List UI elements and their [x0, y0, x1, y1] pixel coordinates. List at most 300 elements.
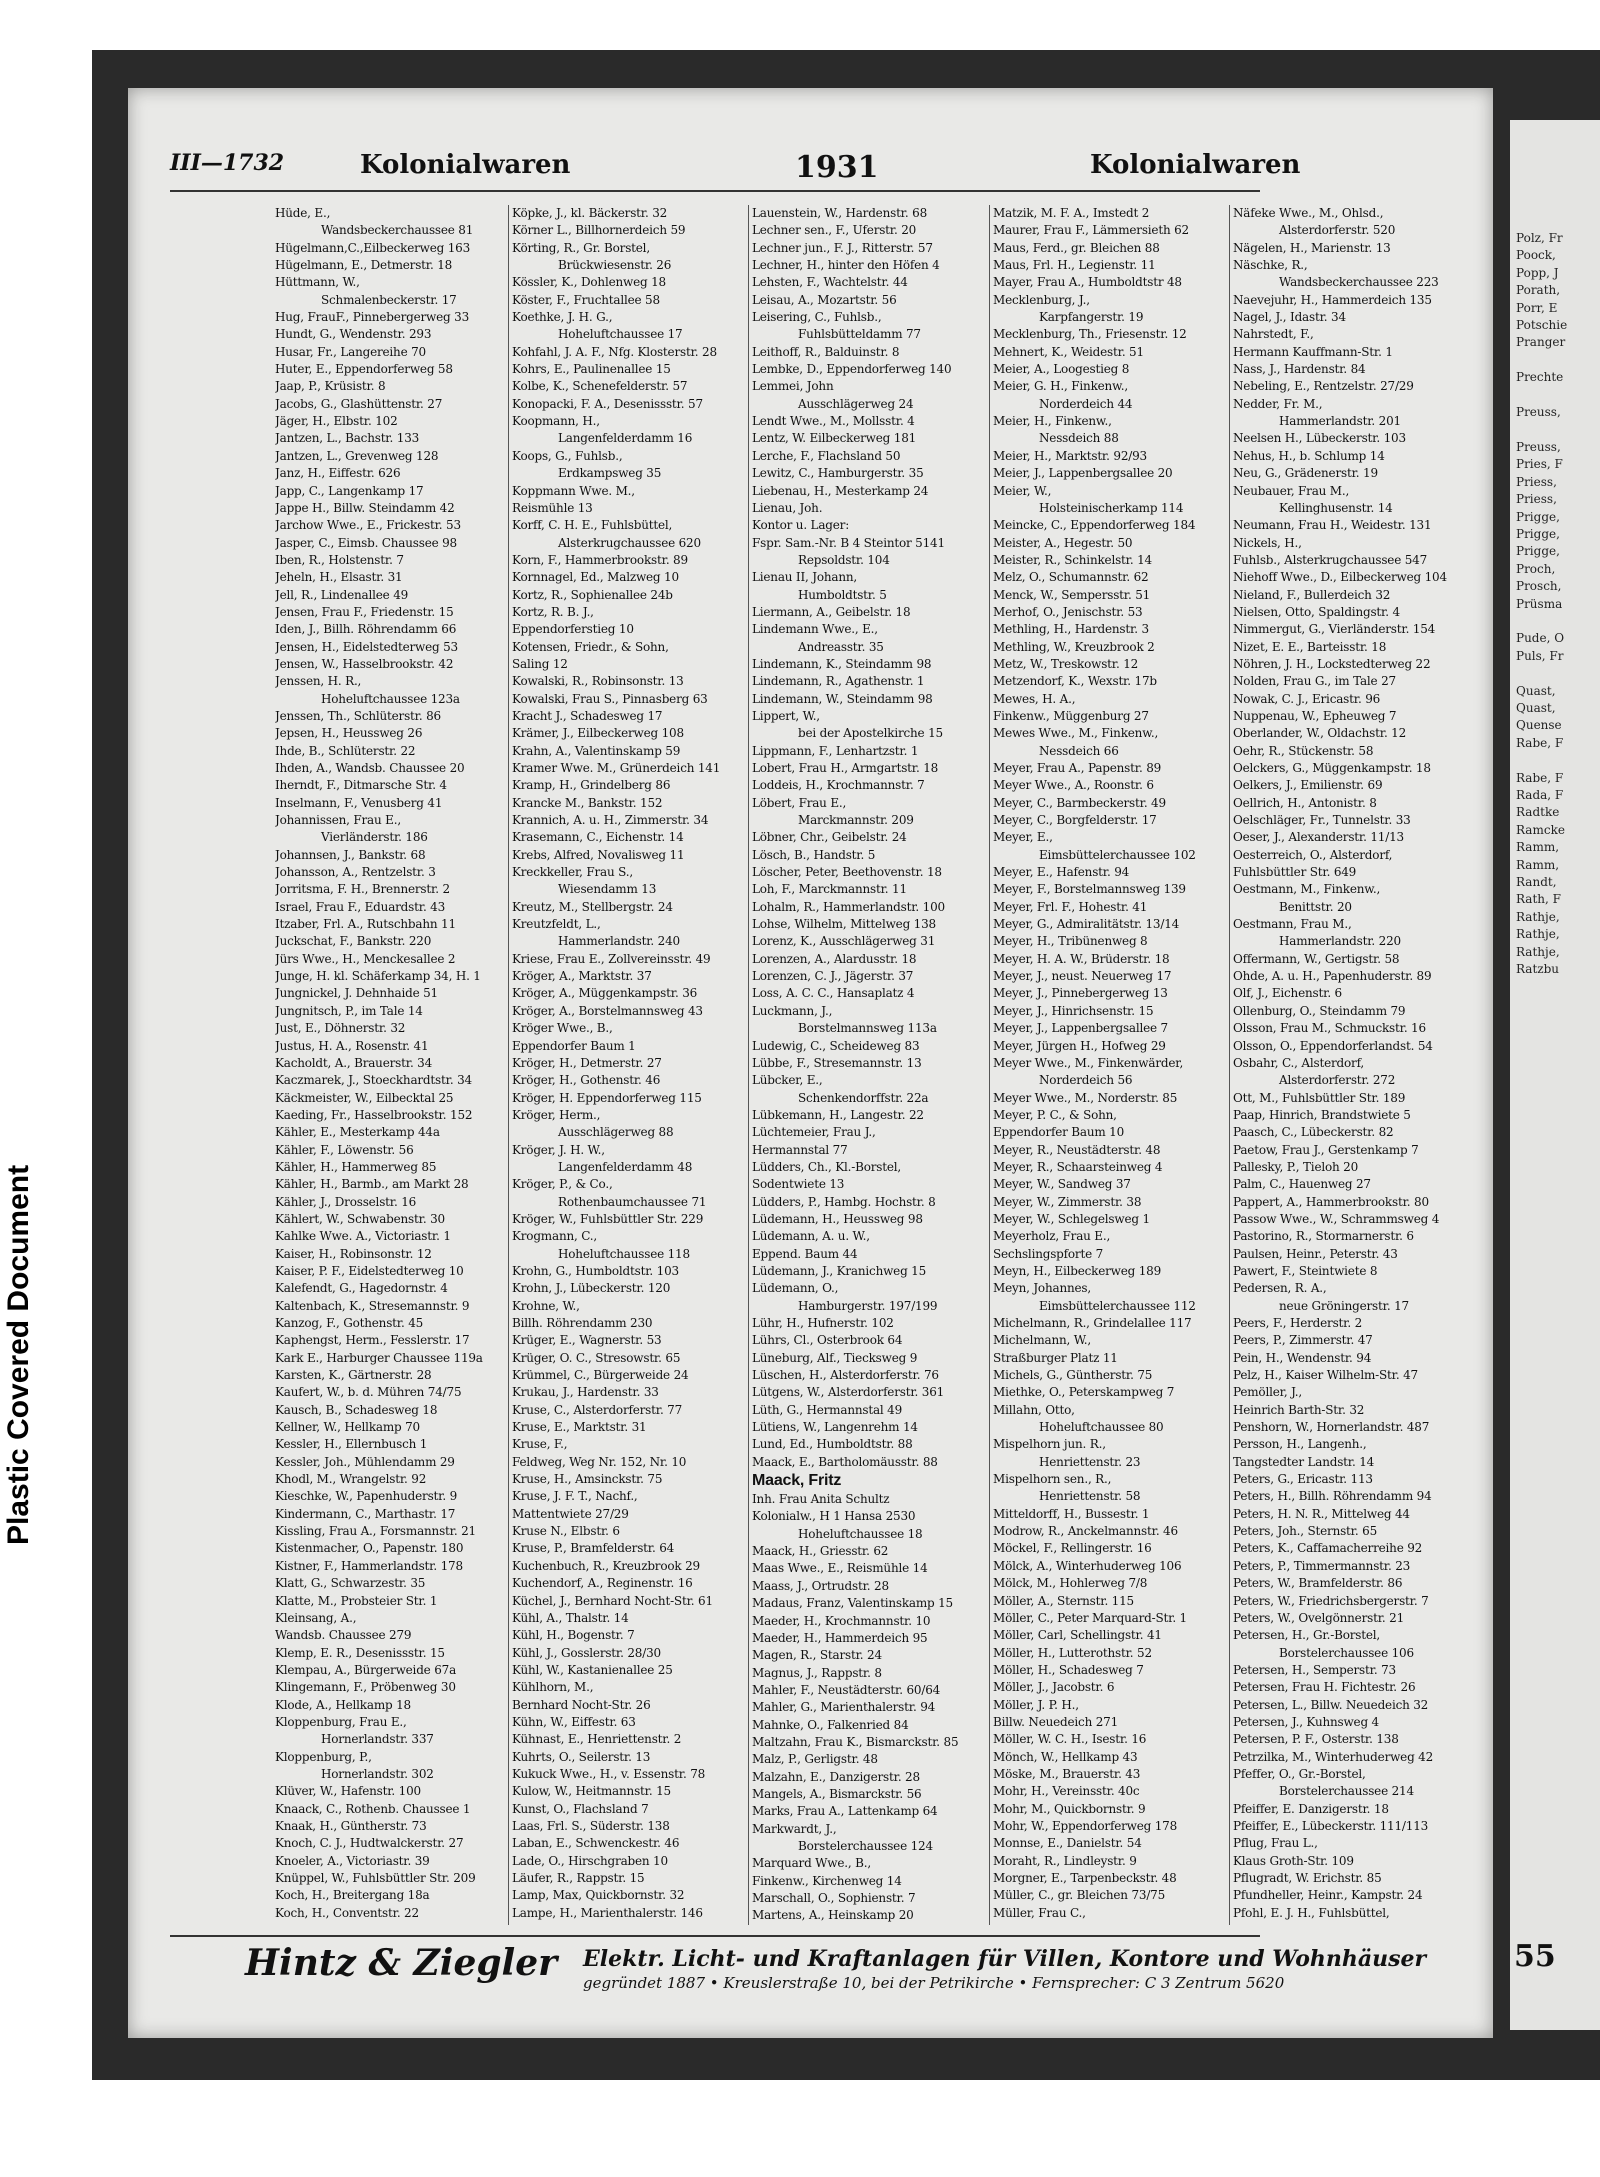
directory-entry: Nickels, H., [1233, 535, 1302, 550]
directory-entry: Lippert, W., [752, 708, 820, 723]
directory-entry: Janz, H., Eiffestr. 626 [275, 466, 401, 481]
directory-entry: Meyer, P. C., & Sohn, [993, 1107, 1117, 1122]
directory-entry: Markwardt, J., [752, 1821, 837, 1836]
directory-entry: Monnse, E., Danielstr. 54 [993, 1836, 1142, 1851]
directory-entry: Jensen, Frau F., Friedenstr. 15 [275, 604, 454, 619]
directory-entry: Kähler, H., Barmb., am Markt 28 [275, 1177, 469, 1192]
directory-entry: Eimsbüttelerchaussee 102 [1039, 847, 1196, 862]
directory-entry: Kolbe, K., Schenefelderstr. 57 [512, 379, 688, 394]
directory-entry: Niehoff Wwe., D., Eilbeckerweg 104 [1233, 570, 1447, 585]
directory-entry: Lohalm, R., Hammerlandstr. 100 [752, 899, 945, 914]
directory-entry: Lauenstein, W., Hardenstr. 68 [752, 206, 928, 220]
directory-entry: Kissling, Frau A., Forsmannstr. 21 [275, 1524, 476, 1539]
directory-entry: Straßburger Platz 11 [993, 1350, 1118, 1365]
directory-entry: Meier, H., Marktstr. 92/93 [993, 448, 1147, 463]
directory-entry: Löbner, Chr., Geibelstr. 24 [752, 830, 907, 845]
directory-entry: Kowalski, R., Robinsonstr. 13 [512, 674, 684, 689]
directory-entry: Billw. Neuedeich 271 [993, 1714, 1119, 1729]
directory-entry: Lentz, W. Eilbeckerweg 181 [752, 431, 917, 446]
directory-entry: Mecklenburg, Th., Friesenstr. 12 [993, 327, 1187, 342]
directory-entry: Mewes, H. A., [993, 691, 1076, 706]
directory-entry: Maack, H., Griesstr. 62 [752, 1544, 889, 1559]
directory-entry: Marckmannstr. 209 [798, 813, 914, 828]
directory-entry: Loh, F., Marckmannstr. 11 [752, 882, 907, 897]
directory-entry: Mispelhorn sen., R., [993, 1472, 1112, 1487]
directory-entry: Alsterdorferstr. 272 [1279, 1073, 1396, 1088]
directory-entry: Kaczmarek, J., Stoeckhardtstr. 34 [275, 1073, 472, 1088]
directory-entry: Peters, H., Billh. Röhrendamm 94 [1233, 1489, 1432, 1504]
directory-entry: Oelckers, G., Müggenkampstr. 18 [1233, 761, 1431, 775]
directory-entry: Laban, E., Schwenckestr. 46 [512, 1836, 680, 1851]
directory-entry: Lüneburg, Alf., Tiecksweg 9 [752, 1350, 918, 1365]
directory-entry: Petersen, P. F., Osterstr. 138 [1233, 1732, 1399, 1747]
directory-entry: Husar, Fr., Langereihe 70 [275, 344, 426, 359]
directory-entry: Jenssen, Th., Schlüterstr. 86 [275, 708, 441, 723]
directory-entry: Kark E., Harburger Chaussee 119a [275, 1350, 483, 1365]
directory-entry: Kistenmacher, O., Papenstr. 180 [275, 1541, 464, 1556]
directory-entry: Lütgens, W., Alsterdorferstr. 361 [752, 1385, 945, 1400]
directory-entry: Koch, H., Breitergang 18a [275, 1888, 430, 1903]
directory-entry: Hermannstal 77 [752, 1142, 848, 1157]
directory-entry: Kuchendorf, A., Reginenstr. 16 [512, 1576, 693, 1591]
directory-entry: Fuhlsbüttler Str. 649 [1233, 865, 1357, 880]
directory-entry: Mangels, A., Bismarckstr. 56 [752, 1786, 922, 1801]
directory-entry: Meyer, Jürgen H., Hofweg 29 [993, 1038, 1166, 1053]
directory-entry: Kruse N., Elbstr. 6 [512, 1524, 620, 1539]
directory-entry: Loss, A. C. C., Hansaplatz 4 [752, 986, 915, 1001]
directory-entry: Neelsen H., Lübeckerstr. 103 [1233, 431, 1406, 446]
directory-entry: Kühlhorn, M., [512, 1680, 594, 1695]
directory-entry: Methling, W., Kreuzbrook 2 [993, 639, 1155, 654]
directory-entry: Peters, W., Ovelgönnerstr. 21 [1233, 1610, 1405, 1625]
directory-entry: Meyer, W., Schlegelsweg 1 [993, 1211, 1150, 1226]
directory-entry: Peters, G., Ericastr. 113 [1233, 1472, 1373, 1487]
directory-entry: Pflug, Frau L., [1233, 1836, 1318, 1851]
directory-column-1 [275, 205, 507, 1925]
directory-entry: Lüth, G., Hermannstal 49 [752, 1402, 903, 1417]
directory-entry: Ludewig, C., Scheideweg 83 [752, 1038, 920, 1053]
directory-entry: Merhof, O., Jenischstr. 53 [993, 604, 1143, 619]
directory-entry: Martens, A., Heinskamp 20 [752, 1908, 914, 1923]
directory-entry: Hug, FrauF., Pinnebergerweg 33 [275, 310, 469, 325]
directory-entry: Erdkampsweg 35 [558, 466, 662, 481]
directory-entry: Laas, Frl. S., Süderstr. 138 [512, 1818, 670, 1833]
directory-entry: Iherndt, F., Ditmarsche Str. 4 [275, 778, 447, 793]
directory-entry: Hoheluftchaussee 18 [798, 1526, 923, 1541]
directory-entry: Kornnagel, Ed., Malzweg 10 [512, 570, 679, 585]
directory-entry: Heinrich Barth-Str. 32 [1233, 1402, 1365, 1417]
directory-entry: Lübbe, F., Stresemannstr. 13 [752, 1055, 922, 1070]
directory-entry: Naevejuhr, H., Hammerdeich 135 [1233, 292, 1432, 307]
directory-entry: Maack, E., Bartholomäusstr. 88 [752, 1454, 938, 1469]
directory-entry: Jungnitsch, P., im Tale 14 [275, 1003, 423, 1018]
directory-entry: Leisering, C., Fuhlsb., [752, 310, 882, 325]
directory-entry: Oberlander, W., Oldachstr. 12 [1233, 726, 1407, 741]
directory-entry: Kruse, P., Bramfelderstr. 64 [512, 1541, 675, 1556]
directory-entry: Kieschke, W., Papenhuderstr. 9 [275, 1489, 458, 1504]
directory-entry: Michels, G., Güntherstr. 75 [993, 1368, 1153, 1383]
directory-entry: Kolonialw., H 1 Hansa 2530 [752, 1509, 916, 1524]
directory-entry: Lütiens, W., Langenrehm 14 [752, 1420, 918, 1435]
directory-entry: Jappe H., Billw. Steindamm 42 [275, 500, 455, 515]
directory-entry: Matzik, M. F. A., Imstedt 2 [993, 206, 1150, 220]
directory-entry: Kruse, F., [512, 1437, 568, 1452]
directory-entry: Junge, H. kl. Schäferkamp 34, H. 1 [275, 969, 481, 984]
directory-entry: Lüdemann, H., Heussweg 98 [752, 1211, 923, 1226]
directory-entry: Klatte, M., Probsteier Str. 1 [275, 1593, 438, 1608]
directory-entry: Maass, J., Ortrudstr. 28 [752, 1578, 889, 1593]
directory-entry: Johansson, A., Rentzelstr. 3 [275, 865, 436, 880]
advertisement-line-1: Elektr. Licht- und Kraftanlagen für Villen, Kontore und Wohnhäuser [583, 1946, 1427, 1972]
directory-entry: Hoheluftchaussee 118 [558, 1246, 690, 1261]
directory-entry: Kontor u. Lager: [752, 518, 850, 533]
directory-entry: Meyer, C., Borgfelderstr. 17 [993, 813, 1157, 828]
directory-entry: Schmalenbeckerstr. 17 [321, 292, 457, 307]
directory-entry: Mohr, M., Quickbornstr. 9 [993, 1801, 1146, 1816]
directory-entry: Itzaber, Frl. A., Rutschbahn 11 [275, 917, 456, 932]
directory-entry: Kowalski, Frau S., Pinnasberg 63 [512, 691, 708, 706]
directory-entry: Klingemann, F., Pröbenweg 30 [275, 1680, 456, 1695]
directory-entry: Lippmann, F., Lenhartzstr. 1 [752, 743, 919, 758]
directory-entry: Körner L., Billhornerdeich 59 [512, 223, 686, 238]
directory-entry: Moraht, R., Lindleystr. 9 [993, 1853, 1137, 1868]
directory-entry: Huter, E., Eppendorferweg 58 [275, 362, 453, 377]
directory-entry: Lienau, Joh. [752, 500, 823, 515]
directory-entry: Meyer, Frl. F., Hohestr. 41 [993, 899, 1148, 914]
directory-entry: Kaltenbach, K., Stresemannstr. 9 [275, 1298, 470, 1313]
directory-entry: Jepsen, H., Heussweg 26 [275, 726, 423, 741]
directory-entry: Jasper, C., Eimsb. Chaussee 98 [275, 535, 457, 550]
directory-entry: Kellner, W., Hellkamp 70 [275, 1420, 420, 1435]
directory-entry: Kramer Wwe. M., Grünerdeich 141 [512, 761, 721, 775]
directory-entry: Neu, G., Grädenerstr. 19 [1233, 466, 1378, 481]
directory-entry: Olf, J., Eichenstr. 6 [1233, 986, 1342, 1001]
directory-entry: Luckmann, J., [752, 1003, 833, 1018]
directory-entry: Kühl, A., Thalstr. 14 [512, 1610, 629, 1625]
directory-entry: Olsson, Frau M., Schmuckstr. 16 [1233, 1021, 1426, 1036]
directory-entry: Maltzahn, Frau K., Bismarckstr. 85 [752, 1734, 959, 1749]
directory-entry: Möller, A., Sternstr. 115 [993, 1593, 1134, 1608]
directory-entry: Mohr, H., Vereinsstr. 40c [993, 1784, 1140, 1799]
directory-entry: Küchel, J., Bernhard Nocht-Str. 61 [512, 1593, 713, 1608]
directory-entry: Finkenw., Müggenburg 27 [993, 708, 1149, 723]
directory-entry: Lüdemann, A. u. W., [752, 1229, 870, 1244]
directory-entry: Mahler, G., Marienthalerstr. 94 [752, 1700, 936, 1715]
directory-entry: Kukuck Wwe., H., v. Essenstr. 78 [512, 1766, 706, 1781]
directory-entry: Jenssen, H. R., [275, 674, 362, 689]
directory-entry: Korff, C. H. E., Fuhlsbüttel, [512, 518, 673, 533]
directory-entry: Iben, R., Holstenstr. 7 [275, 552, 404, 567]
directory-entry: Kacholdt, A., Brauerstr. 34 [275, 1055, 433, 1070]
directory-entry: Meyer, J., Hinrichsenstr. 15 [993, 1003, 1154, 1018]
directory-entry: Meier, G. H., Finkenw., [993, 379, 1128, 394]
directory-entry: Vierländerstr. 186 [321, 830, 428, 845]
directory-entry: Wandsb. Chaussee 279 [275, 1628, 412, 1643]
directory-entry: Finkenw., Kirchenweg 14 [752, 1873, 902, 1888]
directory-entry: Kulow, W., Heitmannstr. 15 [512, 1784, 671, 1799]
directory-entry: Repsoldstr. 104 [798, 552, 890, 567]
directory-entry: Mohr, W., Eppendorferweg 178 [993, 1818, 1178, 1833]
directory-entry [275, 1922, 507, 1925]
directory-entry: Möller, J., Jacobstr. 6 [993, 1680, 1115, 1695]
directory-entry: Peters, W., Friedrichsbergerstr. 7 [1233, 1593, 1429, 1608]
directory-entry: Knoeler, A., Victoriastr. 39 [275, 1853, 430, 1868]
directory-entry: Kruse, J. F. T., Nachf., [512, 1489, 638, 1504]
directory-entry: Peers, F., Herderstr. 2 [1233, 1316, 1363, 1330]
directory-entry: Lührs, Cl., Osterbrook 64 [752, 1333, 903, 1348]
directory-entry: Oelschläger, Fr., Tunnelstr. 33 [1233, 813, 1411, 828]
directory-entry: Pappert, A., Hammerbrookstr. 80 [1233, 1194, 1429, 1209]
directory-entry: Klatt, G., Schwarzestr. 35 [275, 1576, 426, 1591]
directory-entry: Ihde, B., Schlüterstr. 22 [275, 743, 416, 758]
directory-entry: Kreckkeller, Frau S., [512, 865, 633, 880]
directory-entry: Köster, F., Fruchtallee 58 [512, 292, 660, 307]
directory-entry: Kuchenbuch, R., Kreuzbrook 29 [512, 1558, 700, 1573]
directory-entry: Morgner, E., Tarpenbeckstr. 48 [993, 1871, 1177, 1885]
directory-entry: Knoch, C. J., Hudtwalckerstr. 27 [275, 1836, 464, 1851]
directory-entry: Penshorn, W., Hornerlandstr. 487 [1233, 1420, 1430, 1435]
directory-entry: Kortz, R. B. J., [512, 604, 594, 619]
directory-entry: Kausch, B., Schadesweg 18 [275, 1402, 438, 1417]
directory-entry: Körting, R., Gr. Borstel, [512, 240, 650, 255]
directory-entry: Eppendorfer Baum 10 [993, 1125, 1125, 1140]
directory-entry: Lehsten, F., Wachtelstr. 44 [752, 275, 908, 290]
advertisement-brand: Hintz & Ziegler [245, 1942, 558, 1984]
column-divider [508, 205, 509, 1925]
directory-entry: Klempau, A., Bürgerweide 67a [275, 1662, 457, 1677]
directory-entry: Krohn, J., Lübeckerstr. 120 [512, 1281, 671, 1296]
directory-entry: Kröger, H. Eppendorferweg 115 [512, 1090, 702, 1105]
directory-entry: Michelmann, W., [993, 1333, 1091, 1348]
directory-entry: Jantzen, L., Grevenweg 128 [275, 448, 439, 463]
directory-entry: Langenfelderdamm 16 [558, 431, 693, 446]
directory-entry: Lohse, Wilhelm, Mittelweg 138 [752, 917, 936, 932]
directory-entry: Pfeiffer, E., Lübeckerstr. 111/113 [1233, 1818, 1429, 1833]
directory-entry: Jaap, P., Krüsistr. 8 [275, 379, 386, 394]
directory-entry: Möske, M., Brauerstr. 43 [993, 1766, 1141, 1781]
directory-entry: Petersen, Frau H. Fichtestr. 26 [1233, 1680, 1416, 1695]
page-header [170, 150, 1301, 186]
directory-entry: Kunst, O., Flachsland 7 [512, 1801, 649, 1816]
directory-entry [993, 1922, 1225, 1925]
directory-entry: Koopmann, H., [512, 414, 600, 429]
directory-entry: Johannsen, J., Bankstr. 68 [275, 847, 426, 862]
directory-entry: Möller, J. P. H., [993, 1697, 1079, 1712]
directory-entry: Borstelerchaussee 124 [798, 1838, 933, 1853]
directory-entry: Hornerlandstr. 337 [321, 1732, 434, 1747]
directory-entry: Mahnke, O., Falkenried 84 [752, 1717, 909, 1732]
directory-entry: Kühn, W., Eiffestr. 63 [512, 1714, 636, 1729]
directory-column-2 [512, 205, 744, 1925]
directory-entry: Möller, Carl, Schellingstr. 41 [993, 1628, 1162, 1643]
directory-entry: Pein, H., Wendenstr. 94 [1233, 1350, 1372, 1365]
directory-entry: Sechslingspforte 7 [993, 1246, 1104, 1261]
directory-entry: Leisau, A., Mozartstr. 56 [752, 292, 897, 307]
directory-entry: Petrzilka, M., Winterhuderweg 42 [1233, 1749, 1434, 1764]
directory-entry: Millahn, Otto, [993, 1402, 1075, 1417]
header-keyword-left: Kolonialwaren [360, 150, 571, 180]
directory-entry: Käckmeister, W., Eilbecktal 25 [275, 1090, 454, 1105]
directory-entry: Ohde, A. u. H., Papenhuderstr. 89 [1233, 969, 1432, 984]
next-page-number: 55 [1514, 1939, 1556, 1974]
directory-entry: Meyer, W., Zimmerstr. 38 [993, 1194, 1142, 1209]
directory-entry: Lechner sen., F., Uferstr. 20 [752, 223, 917, 238]
directory-entry: Kaufert, W., b. d. Mühren 74/75 [275, 1385, 462, 1400]
directory-entry: Fspr. Sam.-Nr. B 4 Steintor 5141 [752, 535, 945, 550]
directory-entry: Nebeling, E., Rentzelstr. 27/29 [1233, 379, 1414, 394]
directory-entry: Neubauer, Frau M., [1233, 483, 1350, 498]
directory-entry: Kriese, Frau E., Zollvereinsstr. 49 [512, 951, 711, 966]
directory-entry: Kröger, Herm., [512, 1107, 601, 1122]
directory-entry: Passow Wwe., W., Schrammsweg 4 [1233, 1211, 1440, 1226]
directory-entry: Ausschlägerweg 88 [558, 1125, 674, 1140]
directory-entry: Humboldtstr. 5 [798, 587, 887, 602]
directory-entry: Lorenzen, A., Alardusstr. 18 [752, 951, 917, 966]
directory-entry: Kahlke Wwe. A., Victoriastr. 1 [275, 1229, 451, 1244]
directory-entry: Petersen, H., Semperstr. 73 [1233, 1662, 1396, 1677]
directory-entry: Miethke, O., Peterskampweg 7 [993, 1385, 1175, 1400]
directory-entry: Kohrs, E., Paulinenallee 15 [512, 362, 671, 377]
directory-entry: Meyn, H., Eilbeckerweg 189 [993, 1263, 1162, 1278]
directory-entry: Lösch, B., Handstr. 5 [752, 847, 876, 862]
directory-entry: Peters, W., Bramfelderstr. 86 [1233, 1576, 1403, 1591]
directory-entry: Krasemann, C., Eichenstr. 14 [512, 830, 684, 845]
directory-entry: Meister, A., Hegestr. 50 [993, 535, 1133, 550]
directory-entry: Langenfelderdamm 48 [558, 1159, 693, 1174]
directory-entry: Hamburgerstr. 197/199 [798, 1298, 938, 1313]
directory-entry: Meier, J., Lappenbergsallee 20 [993, 466, 1173, 481]
directory-entry: Kleinsang, A., [275, 1610, 357, 1625]
directory-entry: Mecklenburg, J., [993, 292, 1090, 307]
directory-entry: Möller, H., Schadesweg 7 [993, 1662, 1144, 1677]
directory-entry: Krohne, W., [512, 1298, 580, 1313]
directory-entry: Oestmann, M., Finkenw., [1233, 882, 1381, 897]
directory-entry: Kaiser, H., Robinsonstr. 12 [275, 1246, 432, 1261]
directory-entry: Nagel, J., Idastr. 34 [1233, 310, 1346, 325]
directory-entry: Saling 12 [512, 656, 568, 671]
directory-entry: Krukau, J., Hardenstr. 33 [512, 1385, 659, 1400]
directory-entry: Kröger, W., Fuhlsbüttler Str. 229 [512, 1211, 704, 1226]
directory-entry: Modrow, R., Anckelmannstr. 46 [993, 1524, 1178, 1539]
directory-entry: Knaack, C., Rothenb. Chaussee 1 [275, 1801, 471, 1816]
directory-entry: Mayer, Frau A., Humboldtstr 48 [993, 275, 1182, 290]
directory-entry: Pfeffer, O., Gr.-Borstel, [1233, 1766, 1366, 1781]
directory-entry: Mönch, W., Hellkamp 43 [993, 1749, 1138, 1764]
directory-entry: Norderdeich 44 [1039, 396, 1133, 411]
directory-entry: Lindemann Wwe., E., [752, 622, 878, 637]
directory-entry: Meier, H., Finkenw., [993, 414, 1112, 429]
directory-entry: Leithoff, R., Balduinstr. 8 [752, 344, 900, 359]
directory-entry: Koch, H., Conventstr. 22 [275, 1905, 419, 1920]
directory-entry: Näfeke Wwe., M., Ohlsd., [1233, 206, 1384, 220]
directory-entry: Malzahn, E., Danzigerstr. 28 [752, 1769, 920, 1784]
directory-entry: Möller, C., Peter Marquard-Str. 1 [993, 1610, 1187, 1625]
directory-entry: bei der Apostelkirche 15 [798, 726, 943, 741]
directory-entry: Oehr, R., Stückenstr. 58 [1233, 743, 1374, 758]
directory-entry: Krohn, G., Humboldtstr. 103 [512, 1263, 679, 1278]
directory-entry: Lühr, H., Hufnerstr. 102 [752, 1316, 894, 1330]
column-divider [748, 205, 749, 1925]
directory-entry: Lembke, D., Eppendorferweg 140 [752, 362, 952, 377]
directory-entry: Meyerholz, Frau E., [993, 1229, 1111, 1244]
directory-entry: Lübkemann, H., Langestr. 22 [752, 1107, 924, 1122]
directory-entry: Hammerlandstr. 240 [558, 934, 680, 949]
directory-entry: Juckschat, F., Bankstr. 220 [275, 934, 432, 949]
directory-entry: Nowak, C. J., Ericastr. 96 [1233, 691, 1381, 706]
directory-entry: Meincke, C., Eppendorferweg 184 [993, 518, 1196, 533]
directory-entry: Kühl, W., Kastanienallee 25 [512, 1662, 673, 1677]
directory-entry: Ollenburg, O., Steindamm 79 [1233, 1003, 1406, 1018]
column-divider [1229, 205, 1230, 1925]
directory-entry: Lüdemann, J., Kranichweg 15 [752, 1263, 927, 1278]
directory-entry: Peters, H. N. R., Mittelweg 44 [1233, 1506, 1410, 1521]
directory-entry: Pallesky, P., Tieloh 20 [1233, 1159, 1359, 1174]
directory-entry: Peters, P., Timmermannstr. 23 [1233, 1558, 1411, 1573]
directory-entry: Henriettenstr. 23 [1039, 1454, 1141, 1469]
directory-entry: Khodl, M., Wrangelstr. 92 [275, 1472, 427, 1487]
directory-entry: Peters, Joh., Sternstr. 65 [1233, 1524, 1377, 1539]
directory-entry: Billh. Röhrendamm 230 [512, 1316, 653, 1330]
directory-entry: Krümmel, C., Bürgerweide 24 [512, 1368, 689, 1383]
directory-entry: Lendt Wwe., M., Mollsstr. 4 [752, 414, 915, 429]
directory-entry: Meyer, W., Sandweg 37 [993, 1177, 1131, 1192]
directory-entry: Pflugradt, W. Erichstr. 85 [1233, 1871, 1382, 1885]
directory-entry: Lemmei, John [752, 379, 834, 394]
directory-entry: Kessler, Joh., Mühlendamm 29 [275, 1454, 455, 1469]
directory-entry: Maus, Frl. H., Legienstr. 11 [993, 258, 1156, 273]
directory-entry: Kruse, C., Alsterdorferstr. 77 [512, 1402, 683, 1417]
directory-entry: Knaak, H., Güntherstr. 73 [275, 1818, 427, 1833]
directory-entry: Meyer, J., neust. Neuerweg 17 [993, 969, 1172, 984]
directory-entry: Lüdders, P., Hambg. Hochstr. 8 [752, 1194, 936, 1209]
directory-entry: Krogmann, C., [512, 1229, 598, 1244]
directory-entry: Koops, G., Fuhlsb., [512, 448, 623, 463]
directory-entry: Eppendorferstieg 10 [512, 622, 634, 637]
directory-entry: Nessdeich 88 [1039, 431, 1119, 446]
directory-entry: Pastorino, R., Stormarnerstr. 6 [1233, 1229, 1414, 1244]
directory-entry: Lorenzen, C. J., Jägerstr. 37 [752, 969, 914, 984]
directory-entry: Müller, C., gr. Bleichen 73/75 [993, 1888, 1166, 1903]
directory-entry: Jacobs, G., Glashüttenstr. 27 [275, 396, 443, 411]
directory-entry: Hammerlandstr. 220 [1279, 934, 1401, 949]
header-keyword-right: Kolonialwaren [1090, 150, 1301, 180]
directory-entry: Meyer, J., Lappenbergsallee 7 [993, 1021, 1168, 1036]
directory-entry: Hoheluftchaussee 80 [1039, 1420, 1164, 1435]
directory-entry: Paap, Hinrich, Brandstwiete 5 [1233, 1107, 1411, 1122]
directory-entry: Meister, R., Schinkelstr. 14 [993, 552, 1152, 567]
header-rule [170, 190, 1260, 192]
directory-entry: Krannich, A. u. H., Zimmerstr. 34 [512, 813, 709, 828]
directory-entry: Petersen, H., Gr.-Borstel, [1233, 1628, 1381, 1643]
directory-entry: Just, E., Döhnerstr. 32 [275, 1021, 406, 1036]
directory-entry: Kröger, P., & Co., [512, 1177, 613, 1192]
directory-entry: Johannissen, Frau E., [275, 813, 401, 828]
directory-entry: Meyer, F., Borstelmannsweg 139 [993, 882, 1186, 897]
advertisement-line-2: gegründet 1887 • Kreuslerstraße 10, bei der Petrikirche • Fernsprecher: C 3 Zentrum 5620 [583, 1974, 1285, 1992]
directory-entry: Iden, J., Billh. Röhrendamm 66 [275, 622, 457, 637]
directory-entry: Jungnickel, J. Dehnhaide 51 [275, 986, 438, 1001]
directory-entry: Meyer, H. A. W., Brüderstr. 18 [993, 951, 1170, 966]
directory-entry: Läufer, R., Rappstr. 15 [512, 1871, 645, 1885]
directory-entry: Lobert, Frau H., Armgartstr. 18 [752, 761, 939, 775]
directory-entry: Lüdders, Ch., Kl.-Borstel, [752, 1159, 902, 1174]
header-year: 1931 [795, 150, 879, 185]
directory-entry: Nieland, F., Bullerdeich 32 [1233, 587, 1391, 602]
directory-entry: Kröger, H., Detmerstr. 27 [512, 1055, 662, 1070]
directory-entry: Kruse, E., Marktstr. 31 [512, 1420, 647, 1435]
directory-entry: Mattentwiete 27/29 [512, 1506, 629, 1521]
directory-entry: Jell, R., Lindenallee 49 [275, 587, 409, 602]
